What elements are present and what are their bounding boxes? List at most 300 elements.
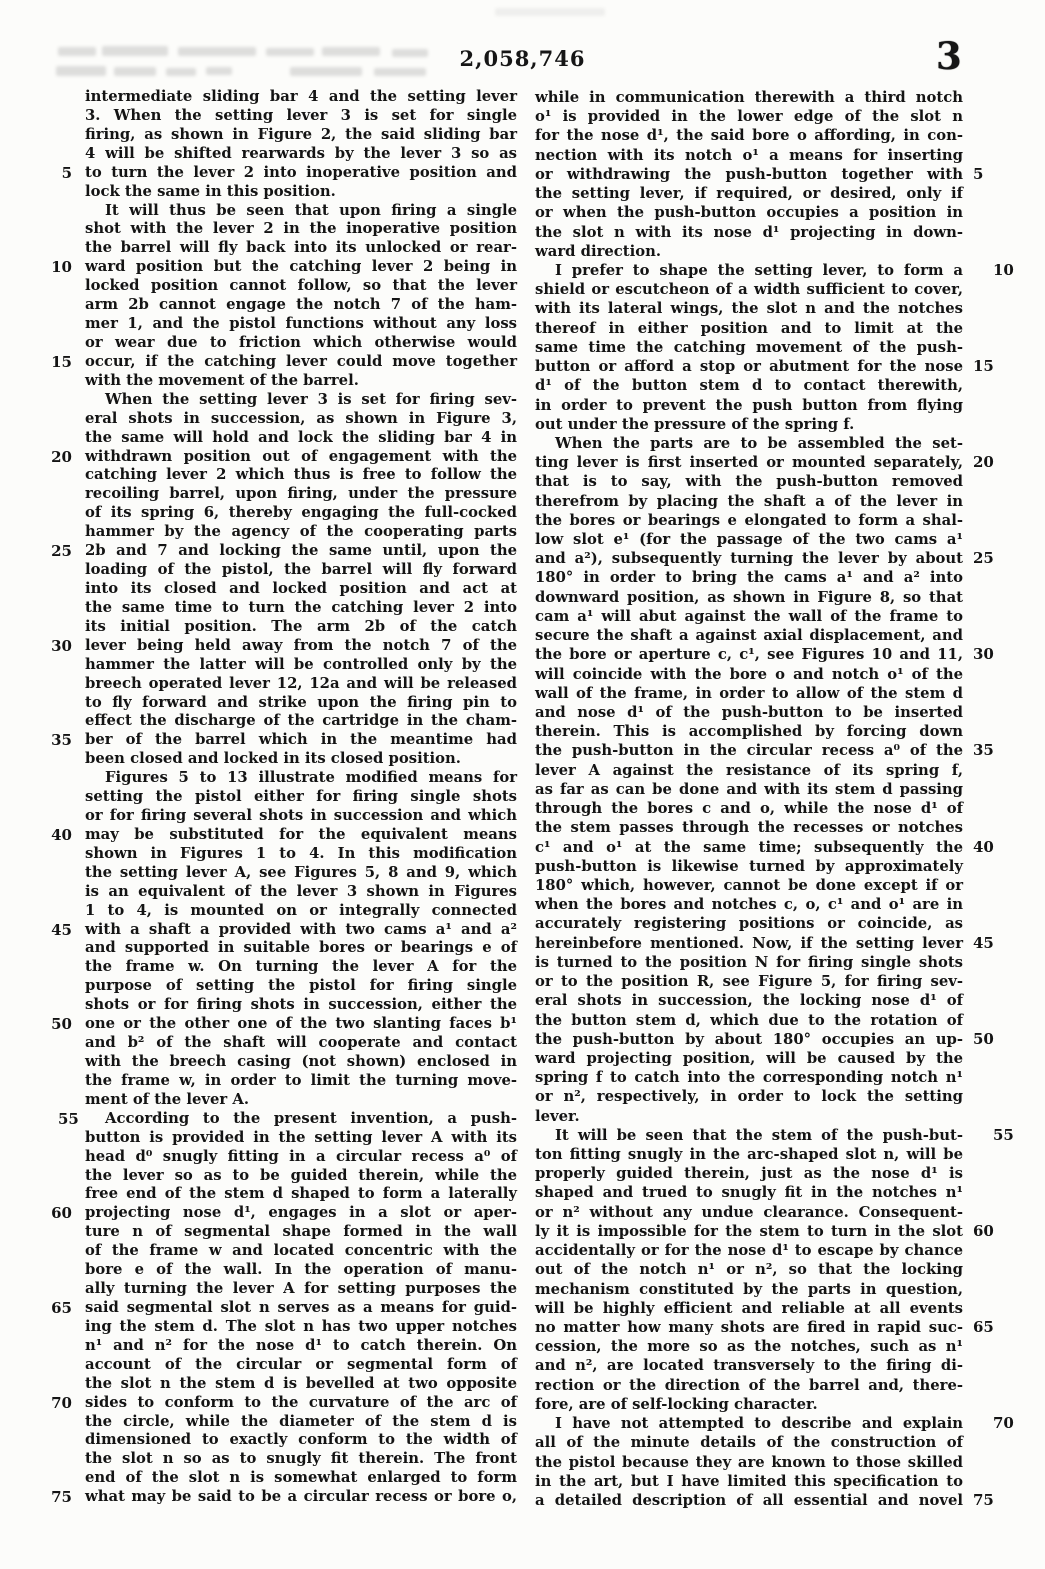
- text-line: [85, 1034, 517, 1053]
- line-text: same time the catching movement of the push-: [535, 338, 963, 356]
- line-number: 45: [973, 933, 994, 952]
- line-text: the same time to turn the catching lever 2 into: [85, 598, 517, 616]
- line-text: or wear due to friction which otherwise would: [85, 333, 517, 351]
- text-line: [535, 107, 963, 126]
- text-line: [85, 1185, 517, 1204]
- line-text: 2b and 7 and locking the same until, upon the: [85, 542, 517, 560]
- line-text: will be highly efficient and reliable at all events: [535, 1299, 963, 1317]
- line-text: of its spring 6, thereby engaging the full-cocked: [85, 504, 517, 522]
- text-line: [535, 1221, 994, 1241]
- text-line: [535, 453, 994, 472]
- line-text: intermediate sliding bar 4 and the setting lever: [85, 88, 517, 105]
- line-text: is an equivalent of the lever 3 shown in Figures: [85, 882, 517, 900]
- line-text: rection or the direction of the barrel and, there-: [535, 1376, 963, 1394]
- line-text: a detailed description of all essential and novel: [535, 1491, 963, 1509]
- line-text: firing, as shown in Figure 2, the said sliding bar: [85, 125, 517, 143]
- right-column: [535, 88, 1014, 1510]
- text-line: [535, 1164, 963, 1183]
- line-text: n¹ and n² for the nose d¹ to catch therein. On: [85, 1336, 517, 1354]
- line-text: shot with the lever 2 in the inoperative position: [85, 220, 517, 238]
- line-text: d¹ of the button stem d to contact therewith,: [535, 377, 963, 395]
- text-line: [85, 1337, 517, 1356]
- text-line: [85, 1261, 517, 1280]
- text-line: [85, 675, 517, 694]
- line-text: will coincide with the bore o and notch o¹ of the: [535, 665, 963, 683]
- line-text: locked position cannot follow, so that the lever: [85, 277, 517, 295]
- text-line: [535, 1356, 963, 1375]
- text-line: [535, 1183, 963, 1202]
- line-text: or to the position R, see Figure 5, for firing sev-: [535, 973, 963, 991]
- line-text: nection with its notch o¹ a means for inserting: [535, 146, 963, 164]
- line-number: 35: [51, 731, 72, 750]
- line-text: the frame w. On turning the lever A for the: [85, 958, 517, 976]
- line-text: the barrel will fly back into its unlocked or rear-: [85, 239, 517, 257]
- text-line: [85, 864, 517, 883]
- line-text: with its lateral wings, the slot n and the notches: [535, 300, 963, 318]
- line-text: cam a¹ will abut against the wall of the frame to: [535, 607, 963, 625]
- text-line: [85, 334, 517, 353]
- text-line: [51, 731, 517, 750]
- line-text: ting lever is first inserted or mounted separately,: [535, 454, 963, 472]
- line-text: setting the pistol either for firing single shots: [85, 788, 517, 806]
- line-text: catching lever 2 which thus is free to follow the: [85, 466, 517, 484]
- text-line: [535, 242, 963, 261]
- text-line: [85, 372, 517, 391]
- line-text: the circle, while the diameter of the stem d is: [85, 1412, 517, 1430]
- text-line: [535, 665, 963, 684]
- line-text: It will be seen that the stem of the push-but-: [555, 1126, 963, 1144]
- line-text: with a shaft a provided with two cams a¹ and a²: [85, 920, 517, 938]
- text-line: [535, 126, 963, 145]
- text-line: [85, 485, 517, 504]
- text-line: [535, 1299, 963, 1318]
- text-line: [535, 1376, 963, 1395]
- text-line: [535, 1433, 963, 1452]
- line-text: mechanism constituted by the parts in question,: [535, 1280, 963, 1298]
- line-text: as far as can be done and with its stem d passing: [535, 780, 963, 798]
- line-text: projecting nose d¹, engages in a slot or aper-: [85, 1204, 517, 1222]
- line-text: spring f to catch into the corresponding notch n¹: [535, 1069, 963, 1087]
- line-text: occur, if the catching lever could move together: [85, 352, 517, 370]
- text-line: [535, 1145, 963, 1164]
- text-line: [51, 825, 517, 845]
- line-text: to turn the lever 2 into inoperative position and: [85, 163, 517, 181]
- text-line: [85, 1053, 517, 1072]
- text-line: [85, 712, 517, 731]
- line-text: out under the pressure of the spring f.: [535, 415, 855, 433]
- text-line: [535, 1414, 1014, 1433]
- line-text: When the parts are to be assembled the set-: [555, 434, 963, 452]
- text-line: [535, 396, 963, 415]
- line-text: that is to say, with the push-button removed: [535, 473, 963, 491]
- line-text: therein. This is accomplished by forcing down: [535, 723, 963, 741]
- line-number: 60: [51, 1204, 72, 1223]
- text-line: [85, 1148, 517, 1167]
- text-line: [535, 1068, 963, 1087]
- text-line: [85, 599, 517, 618]
- text-line: [85, 239, 517, 258]
- text-line: [535, 876, 963, 895]
- line-text: It will thus be seen that upon firing a single: [105, 201, 517, 219]
- line-number: 50: [973, 1029, 994, 1048]
- line-text: thereof in either position and to limit at the: [535, 319, 963, 337]
- line-text: is turned to the position N for firing single shots: [535, 953, 963, 971]
- text-line: [535, 1472, 963, 1491]
- line-number: 25: [973, 549, 994, 568]
- text-line: [535, 338, 963, 357]
- line-text: head d⁰ snugly fitting in a circular recess a⁰ of: [85, 1147, 517, 1165]
- line-text: ment of the lever A.: [85, 1090, 249, 1108]
- line-text: bore e of the wall. In the operation of manu-: [85, 1261, 517, 1279]
- text-line: [535, 799, 963, 818]
- text-line: [58, 1109, 517, 1129]
- text-line: [85, 126, 517, 145]
- line-text: ly it is impossible for the stem to turn in the slot: [535, 1222, 963, 1240]
- text-line: [535, 549, 994, 568]
- line-text: the slot n so as to snugly fit therein. The front: [85, 1450, 517, 1468]
- text-line: [535, 818, 963, 837]
- line-text: when the bores and notches c, o, c¹ and o¹ are in: [535, 896, 963, 914]
- text-line: [535, 1125, 1014, 1145]
- text-line: [85, 694, 517, 713]
- line-text: lever.: [535, 1107, 580, 1125]
- line-text: while in communication therewith a third notch: [535, 89, 963, 106]
- text-line: [85, 1091, 517, 1110]
- line-text: ward direction.: [535, 242, 662, 260]
- text-line: [85, 88, 517, 107]
- line-text: lever being held away from the notch 7 of the: [85, 636, 517, 654]
- text-line: [535, 645, 994, 664]
- line-text: shots or for firing shots in succession, either the: [85, 996, 517, 1014]
- line-text: therefrom by placing the shaft a of the lever in: [535, 492, 963, 510]
- line-text: the push-button by about 180° occupies an up-: [535, 1030, 963, 1048]
- text-line: [85, 1375, 517, 1394]
- line-text: may be substituted for the equivalent means: [85, 825, 517, 843]
- text-line: [535, 972, 963, 991]
- text-line: [535, 1049, 963, 1068]
- text-line: [85, 1469, 517, 1488]
- line-text: hammer the latter will be controlled only by the: [85, 655, 517, 673]
- text-line: [85, 107, 517, 126]
- line-text: or n², respectively, in order to lock the setting: [535, 1088, 963, 1106]
- text-line: [535, 434, 963, 453]
- text-line: [535, 1087, 963, 1106]
- line-text: with the movement of the barrel.: [85, 371, 359, 389]
- text-line: [535, 895, 963, 914]
- text-line: [51, 447, 517, 467]
- text-line: [85, 580, 517, 599]
- text-line: [85, 561, 517, 580]
- line-text: been closed and locked in its closed position.: [85, 750, 461, 768]
- text-line: [51, 636, 517, 656]
- scan-artifact: [495, 8, 605, 16]
- text-line: [85, 656, 517, 675]
- line-text: ward position but the catching lever 2 being in: [85, 258, 517, 276]
- line-text: ton fitting snugly in the arc-shaped slot n, will be: [535, 1146, 963, 1164]
- line-text: properly guided therein, just as the nose d¹ is: [535, 1165, 963, 1183]
- line-text: the bores or bearings e elongated to form a shal-: [535, 511, 963, 529]
- text-line: [535, 991, 963, 1010]
- text-line: [85, 410, 517, 429]
- text-line: [85, 1318, 517, 1337]
- text-line: [85, 883, 517, 902]
- line-text: said segmental slot n serves as a means for guid-: [85, 1299, 517, 1316]
- text-line: [85, 1356, 517, 1375]
- text-line: [535, 568, 963, 587]
- line-number: 5: [61, 163, 72, 182]
- line-text: 4 will be shifted rearwards by the lever 3 so as: [85, 144, 517, 162]
- line-text: fore, are of self-locking character.: [535, 1395, 818, 1413]
- text-line: [535, 703, 963, 722]
- line-text: hereinbefore mentioned. Now, if the setting lever: [535, 934, 963, 952]
- line-text: the button stem d, which due to the rotation of: [535, 1011, 963, 1029]
- line-text: account of the circular or segmental form of: [85, 1355, 517, 1373]
- text-line: [535, 761, 963, 780]
- text-line: [535, 1395, 963, 1414]
- line-text: shield or escutcheon of a width sufficient to cover,: [535, 281, 963, 299]
- text-line: [535, 837, 994, 857]
- text-line: [535, 146, 963, 165]
- line-number: 75: [973, 1490, 994, 1509]
- line-number: 55: [58, 1109, 79, 1128]
- text-line: [535, 626, 963, 645]
- line-number: 40: [973, 837, 994, 856]
- line-number: 75: [51, 1488, 72, 1507]
- line-text: o¹ is provided in the lower edge of the slot n: [535, 108, 963, 126]
- line-number: 15: [973, 357, 994, 376]
- line-text: 180° in order to bring the cams a¹ and a² into: [535, 569, 963, 587]
- text-line: [535, 780, 963, 799]
- text-line: [85, 1413, 517, 1432]
- line-number: 65: [51, 1299, 72, 1317]
- line-text: ing the stem d. The slot n has two upper notches: [85, 1317, 517, 1335]
- line-text: and b² of the shaft will cooperate and contact: [85, 1034, 517, 1052]
- text-line: [51, 1488, 517, 1507]
- text-line: [85, 1450, 517, 1469]
- line-text: downward position, as shown in Figure 8, so that: [535, 588, 963, 606]
- line-text: what may be said to be a circular recess or bore o,: [85, 1488, 517, 1506]
- text-line: [535, 260, 1014, 280]
- line-text: its initial position. The arm 2b of the catch: [85, 617, 517, 635]
- line-text: eral shots in succession, the locking nose d¹ of: [535, 992, 963, 1010]
- line-text: in the art, but I have limited this specification to: [535, 1472, 963, 1490]
- text-line: [85, 429, 517, 448]
- line-number: 60: [973, 1221, 994, 1240]
- line-text: free end of the stem d shaped to form a laterally: [85, 1185, 517, 1203]
- text-line: [535, 299, 963, 318]
- text-line: [85, 977, 517, 996]
- line-text: the slot n with its nose d¹ projecting in down-: [535, 223, 963, 241]
- line-number: 15: [51, 352, 72, 371]
- line-text: no matter how many shots are fired in rapid suc-: [535, 1319, 963, 1336]
- line-text: loading of the pistol, the barrel will fly forward: [85, 561, 517, 579]
- text-line: [85, 202, 517, 221]
- line-text: low slot e¹ (for the passage of the two cams a¹: [535, 531, 963, 549]
- line-number: 40: [51, 825, 72, 844]
- line-text: the push-button in the circular recess a⁰ of the: [535, 742, 963, 760]
- text-line: [85, 1280, 517, 1299]
- line-text: through the bores c and o, while the nose d¹ of: [535, 800, 963, 818]
- line-text: the setting lever, if required, or desired, only if: [535, 185, 963, 203]
- line-text: in order to prevent the push button from flying: [535, 396, 963, 414]
- text-line: [535, 1029, 994, 1049]
- line-text: 180° which, however, cannot be done except if or: [535, 876, 963, 894]
- line-text: the lever so as to be guided therein, while the: [85, 1166, 517, 1184]
- text-line: [85, 504, 517, 523]
- text-line: [85, 220, 517, 239]
- text-line: [85, 1129, 517, 1148]
- line-text: mer 1, and the pistol functions without any loss: [85, 315, 517, 333]
- line-text: one or the other one of the two slanting faces b¹: [85, 1015, 517, 1033]
- text-line: [85, 1431, 517, 1450]
- text-line: [535, 203, 963, 222]
- line-text: ward projecting position, will be caused by the: [535, 1049, 963, 1067]
- line-text: for the nose d¹, the said bore o affording, in con-: [535, 127, 963, 145]
- text-line: [535, 223, 963, 242]
- line-number: 20: [51, 447, 72, 466]
- text-line: [535, 1107, 963, 1126]
- line-text: and n², are located transversely to the firing di-: [535, 1357, 963, 1375]
- line-text: ber of the barrel which in the meantime had: [85, 731, 517, 749]
- text-line: [535, 607, 963, 626]
- line-text: out of the notch n¹ or n², so that the locking: [535, 1261, 963, 1279]
- text-line: [51, 258, 517, 277]
- text-line: [535, 1453, 963, 1472]
- line-text: or n² without any undue clearance. Consequent-: [535, 1203, 963, 1221]
- text-line: [535, 280, 963, 299]
- text-line: [85, 1072, 517, 1091]
- text-line: [85, 788, 517, 807]
- line-number: 10: [51, 258, 72, 277]
- text-line: [85, 1223, 517, 1242]
- line-text: wall of the frame, in order to allow of the stem d: [535, 684, 963, 702]
- line-number: 30: [51, 636, 72, 655]
- line-text: dimensioned to exactly conform to the width of: [85, 1431, 517, 1449]
- line-number: 25: [51, 542, 72, 561]
- text-line: [535, 741, 994, 760]
- line-text: and a²), subsequently turning the lever by about: [535, 550, 963, 568]
- text-line: [535, 1280, 963, 1299]
- line-text: the stem passes through the recesses or notches: [535, 819, 963, 837]
- text-line: [535, 492, 963, 511]
- line-text: or withdrawing the push-button together with: [535, 165, 963, 183]
- line-number: 50: [51, 1015, 72, 1034]
- text-line: [535, 319, 963, 338]
- line-text: lock the same in this position.: [85, 182, 336, 200]
- text-line: [85, 1242, 517, 1261]
- text-line: [85, 296, 517, 315]
- line-text: the slot n the stem d is bevelled at two opposite: [85, 1374, 517, 1392]
- text-line: [51, 1204, 517, 1223]
- line-text: Figures 5 to 13 illustrate modified means for: [105, 769, 517, 787]
- patent-number: 2,058,746: [459, 46, 586, 71]
- line-number: 5: [973, 164, 984, 183]
- text-line: [535, 953, 963, 972]
- text-line: [535, 415, 963, 434]
- line-text: secure the shaft a against axial displacement, and: [535, 627, 963, 645]
- line-text: shown in Figures 1 to 4. In this modification: [85, 844, 517, 862]
- line-number: 10: [993, 260, 1014, 279]
- text-line: [535, 857, 963, 876]
- line-number: 70: [993, 1414, 1014, 1433]
- text-line: [535, 1241, 963, 1260]
- line-number: 55: [993, 1125, 1014, 1144]
- text-line: [51, 1299, 517, 1318]
- line-text: I prefer to shape the setting lever, to form a: [555, 261, 963, 279]
- line-text: lever A against the resistance of its spring f,: [535, 761, 963, 779]
- line-text: the bore or aperture c, c¹, see Figures 10 and 11,: [535, 646, 963, 664]
- text-line: [85, 902, 517, 921]
- text-line: [535, 184, 963, 203]
- text-line: [85, 1167, 517, 1186]
- text-line: [535, 1490, 994, 1510]
- line-number: 70: [51, 1393, 72, 1412]
- line-text: hammer by the agency of the cooperating parts: [85, 523, 517, 541]
- line-number: 65: [973, 1318, 994, 1336]
- line-text: cession, the more so as the notches, such as n¹: [535, 1338, 963, 1356]
- text-line: [85, 183, 517, 202]
- line-text: the pistol because they are known to those skilled: [535, 1453, 963, 1471]
- line-text: the frame w, in order to limit the turning move-: [85, 1071, 517, 1089]
- line-text: ally turning the lever A for setting purposes the: [85, 1280, 517, 1298]
- text-line: [535, 357, 994, 376]
- line-text: all of the minute details of the construction of: [535, 1434, 963, 1452]
- text-line: [85, 618, 517, 637]
- text-line: [85, 391, 517, 410]
- text-line: [51, 1015, 517, 1034]
- text-line: [535, 1011, 963, 1030]
- line-text: 3. When the setting lever 3 is set for single: [85, 106, 517, 124]
- line-text: purpose of setting the pistol for firing single: [85, 977, 517, 995]
- text-line: [535, 511, 963, 530]
- text-line: [535, 722, 963, 741]
- text-line: [85, 769, 517, 788]
- line-text: end of the slot n is somewhat enlarged to form: [85, 1469, 517, 1487]
- line-text: sides to conform to the curvature of the arc of: [85, 1393, 517, 1411]
- text-line: [85, 958, 517, 977]
- line-text: breech operated lever 12, 12a and will be released: [85, 674, 517, 692]
- line-text: I have not attempted to describe and explain: [555, 1415, 963, 1433]
- line-text: eral shots in succession, as shown in Figure 3,: [85, 409, 517, 427]
- text-line: [85, 315, 517, 334]
- text-line: [535, 164, 984, 184]
- line-text: c¹ and o¹ at the same time; subsequently the: [535, 838, 963, 856]
- line-text: to fly forward and strike upon the firing pin to: [85, 693, 517, 711]
- text-line: [51, 1393, 517, 1413]
- text-line: [535, 530, 963, 549]
- line-text: withdrawn position out of engagement with the: [85, 447, 517, 465]
- line-text: and nose d¹ of the push-button to be inserted: [535, 704, 963, 721]
- line-number: 35: [973, 741, 994, 760]
- text-line: [535, 1260, 963, 1279]
- text-line: [51, 352, 517, 372]
- line-text: When the setting lever 3 is set for firing sev-: [105, 390, 517, 408]
- line-text: into its closed and locked position and act at: [85, 579, 517, 597]
- line-text: recoiling barrel, upon firing, under the pressure: [85, 485, 517, 503]
- text-line: [535, 684, 963, 703]
- line-number: 20: [973, 453, 994, 472]
- line-text: 1 to 4, is mounted on or integrally connected: [85, 901, 517, 919]
- text-line: [535, 914, 963, 933]
- line-text: with the breech casing (not shown) enclosed in: [85, 1053, 517, 1071]
- line-text: accidentally or for the nose d¹ to escape by chance: [535, 1242, 963, 1260]
- text-line: [85, 939, 517, 958]
- line-text: button or afford a stop or abutment for the nose: [535, 358, 963, 376]
- text-line: [85, 807, 517, 826]
- text-line: [535, 588, 963, 607]
- page-number: 3: [936, 34, 962, 78]
- line-text: According to the present invention, a push-: [105, 1109, 517, 1127]
